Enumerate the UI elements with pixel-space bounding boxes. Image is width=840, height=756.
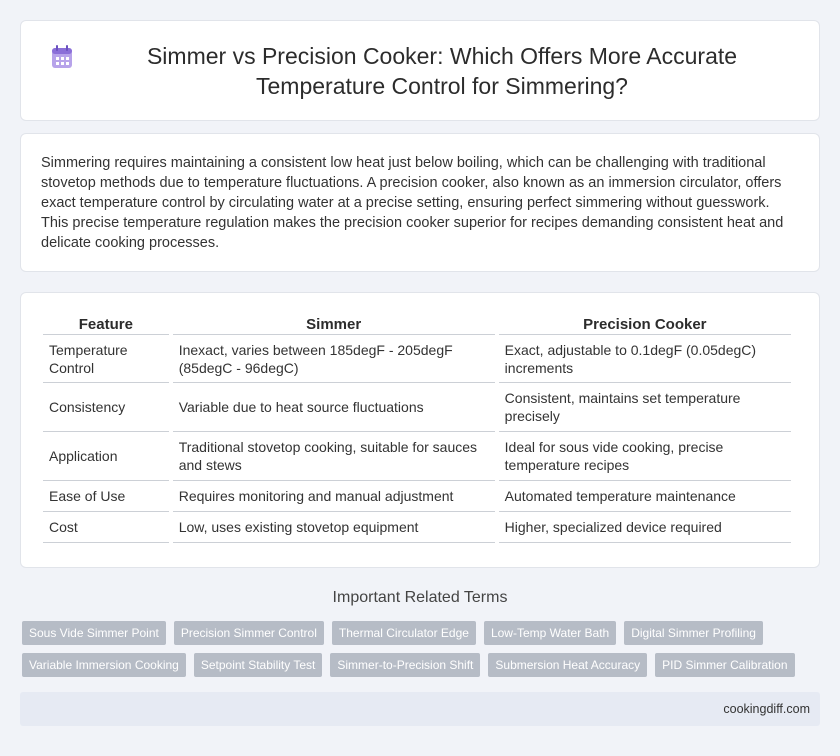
related-term-tag[interactable]: Setpoint Stability Test [194,653,323,677]
table-cell: Ease of Use [43,481,169,512]
related-term-tag[interactable]: PID Simmer Calibration [655,653,794,677]
related-term-tag[interactable]: Variable Immersion Cooking [22,653,186,677]
table-cell: Consistency [43,383,169,432]
table-cell: Ideal for sous vide cooking, precise temperature recipes [499,432,791,481]
table-cell: Exact, adjustable to 0.1degF (0.05degC) increments [499,335,791,383]
table-cell: Variable due to heat source fluctuations [173,383,495,432]
comparison-card [20,292,820,568]
header-simmer: Simmer [173,311,495,335]
table-row [43,481,791,512]
related-term-tag[interactable]: Sous Vide Simmer Point [22,621,166,645]
header-feature: Feature [43,311,169,335]
table-cell: Application [43,432,169,481]
table-cell: Cost [43,512,169,543]
header-precision-cooker: Precision Cooker [499,311,791,335]
related-term-tag[interactable]: Submersion Heat Accuracy [488,653,647,677]
related-term-tag[interactable]: Thermal Circulator Edge [332,621,476,645]
page-title: Simmer vs Precision Cooker: Which Offers More Accurate Temperature Control for Simmering? [146,42,738,99]
table-cell: Consistent, maintains set temperature precisely [499,383,791,432]
table-cell: Requires monitoring and manual adjustment [173,481,495,512]
table-header-row [43,311,791,335]
table-cell: Traditional stovetop cooking, suitable for sauces and stews [173,432,495,481]
related-terms-list [22,621,822,685]
table-row [43,383,791,432]
related-term-tag[interactable]: Digital Simmer Profiling [624,621,763,645]
table-cell: Low, uses existing stovetop equipment [173,512,495,543]
intro-paragraph: Simmering requires maintaining a consistent low heat just below boiling, which can be challenging with traditional stovetop methods due to temperature fluctuations. A precision cooker, also known as an immersion circulator, offers exact temperature control by circulating water at a precise setting, ensuring perfect simmering without guesswork. This precise temperature regulation makes the precision cooker superior for recipes demanding consistent heat and delicate cooking processes. [41,155,784,251]
comparison-table [39,311,795,543]
table-cell: Automated temperature maintenance [499,481,791,512]
table-row [43,512,791,543]
related-term-tag[interactable]: Low-Temp Water Bath [484,621,616,645]
title-card [20,20,820,121]
table-cell: Inexact, varies between 185degF - 205degF (85degC - 96degC) [173,335,495,383]
footer-source[interactable]: cookingdiff.com [20,692,820,726]
table-row [43,335,791,383]
table-cell: Higher, specialized device required [499,512,791,543]
calendar-icon [51,45,73,69]
related-terms-heading: Important Related Terms [332,589,508,606]
intro-card [20,133,820,272]
table-cell: Temperature Control [43,335,169,383]
related-term-tag[interactable]: Precision Simmer Control [174,621,324,645]
table-row [43,432,791,481]
related-term-tag[interactable]: Simmer-to-Precision Shift [330,653,480,677]
